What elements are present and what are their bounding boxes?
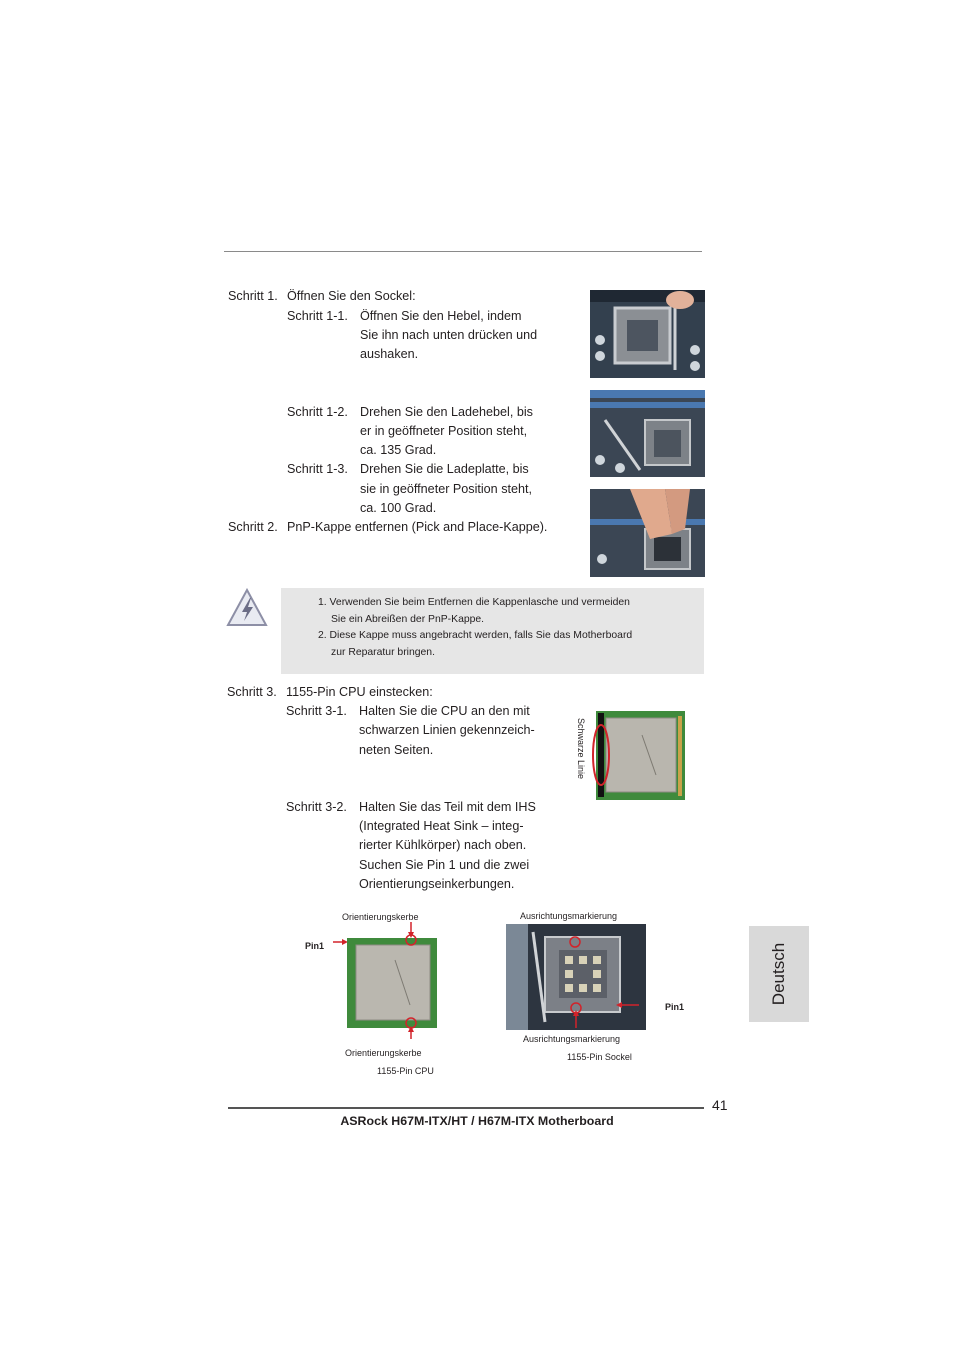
step-1-2-number: Schritt 1-2. [287,405,348,419]
step-3-1-line: Halten Sie die CPU an den mit [359,704,530,718]
step-3-2-line: Orientierungseinkerbungen. [359,877,515,891]
step-1-2-line: er in geöffneter Position steht, [360,424,528,438]
step-1-title: Öffnen Sie den Sockel: [287,289,416,303]
black-line-label: Schwarze Linie [576,718,586,780]
language-tab [749,926,809,1022]
pin1-cpu-label: Pin1 [305,941,325,951]
bottom-rule [228,1107,704,1109]
socket-photo [505,922,685,1030]
step-3-1-line: schwarzen Linien gekennzeich- [359,723,535,737]
note-line: 2. Diese Kappe muss angebracht werden, falls Sie das Motherboard [318,630,633,641]
step-1-number: Schritt 1. [228,289,278,303]
step-1-3-line: Drehen Sie die Ladeplatte, bis [360,462,529,476]
alignment-mark-bottom-label: Ausrichtungsmarkierung [523,1034,621,1044]
cpu-caption: 1155-Pin CPU [377,1066,434,1076]
step-3-2-number: Schritt 3-2. [286,800,347,814]
step-3-2-line: (Integrated Heat Sink – integ- [359,819,524,833]
language-tab-label: Deutsch [769,942,788,1006]
orient-notch-bottom-label: Orientierungskerbe [345,1048,422,1058]
step-1-2-line: ca. 135 Grad. [360,443,437,457]
note-line: 1. Verwenden Sie beim Entfernen die Kappenlasche und vermeiden [318,597,630,608]
step-3-title: 1155-Pin CPU einstecken: [286,685,433,699]
cpu-black-line-photo [592,710,686,802]
alignment-mark-top-label: Ausrichtungsmarkierung [520,911,618,921]
step-1-1-line: Öffnen Sie den Hebel, indem [360,309,522,323]
step-3-2-line: rierter Kühlkörper) nach oben. [359,838,527,852]
step-3-2-line: Halten Sie das Teil mit dem IHS [359,800,536,814]
step-1-1-line: aushaken. [360,347,419,361]
pin1-socket-label: Pin1 [665,1002,685,1012]
cpu-top-photo [330,920,440,1040]
footer-title: ASRock H67M-ITX/HT / H67M-ITX Motherboard [340,1114,614,1128]
step-1-3-number: Schritt 1-3. [287,462,348,476]
step-3-number: Schritt 3. [227,685,277,699]
note-box [281,588,704,674]
socket-lever-photo [590,290,705,378]
warning-icon [226,588,268,628]
step-2-number: Schritt 2. [228,520,278,534]
orient-notch-top-label: Orientierungskerbe [342,912,419,922]
note-line: Sie ein Abreißen der PnP-Kappe. [331,614,485,625]
page-number: 41 [712,1097,728,1113]
load-lever-photo [590,390,705,477]
note-line: zur Reparatur bringen. [331,647,435,658]
step-1-2-line: Drehen Sie den Ladehebel, bis [360,405,533,419]
step-1-1-line: Sie ihn nach unten drücken und [360,328,538,342]
step-3-1-line: neten Seiten. [359,743,434,757]
step-3-1-number: Schritt 3-1. [286,704,347,718]
step-2-title: PnP-Kappe entfernen (Pick and Place-Kappe). [287,520,548,534]
step-1-1-number: Schritt 1-1. [287,309,348,323]
step-1-3-line: sie in geöffneter Position steht, [360,482,532,496]
step-3-2-line: Suchen Sie Pin 1 und die zwei [359,858,530,872]
socket-caption: 1155-Pin Sockel [567,1052,632,1062]
step-1-3-line: ca. 100 Grad. [360,501,437,515]
top-rule [224,251,702,252]
pnp-cap-photo [590,489,705,577]
